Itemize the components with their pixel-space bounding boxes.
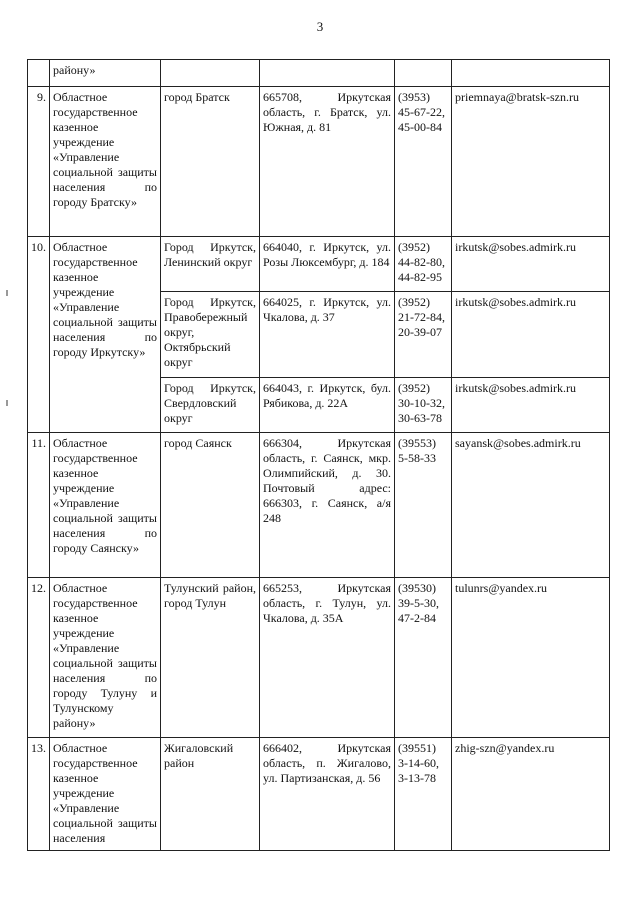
table-row <box>28 433 610 578</box>
binding-mark <box>6 400 8 406</box>
table-row <box>28 738 610 851</box>
territory-cell: Город Иркутск, Свердловский округ <box>161 378 260 433</box>
phone-cell: (39551) 3-14-60, 3-13-78 <box>395 738 452 851</box>
territory-cell: город Братск <box>161 87 260 237</box>
email-cell[interactable]: sayansk@sobes.admirk.ru <box>452 433 610 578</box>
phone-cell: (3952) 21-72-84, 20-39-07 <box>395 292 452 378</box>
binding-mark <box>6 290 8 296</box>
phone-cell: (3952) 30-10-32, 30-63-78 <box>395 378 452 433</box>
territory-cell: Город Иркутск, Ленинский округ <box>161 237 260 292</box>
phone-cell: (3952) 44-82-80, 44-82-95 <box>395 237 452 292</box>
institution-name-cell: Областное государственное казенное учреждение «Управление социальной защиты населения по городу Саянску» <box>50 433 161 578</box>
institution-name-cell: Областное государственное казенное учреждение «Управление социальной защиты населения <box>50 738 161 851</box>
row-number-cell: 13. <box>28 738 50 851</box>
table-row <box>28 87 610 237</box>
address-cell: 664040, г. Иркутск, ул. Розы Люксембург, д. 184 <box>260 237 395 292</box>
email-cell <box>452 60 610 87</box>
email-cell[interactable]: irkutsk@sobes.admirk.ru <box>452 237 610 292</box>
territory-cell: Жигаловский район <box>161 738 260 851</box>
address-cell: 666402, Иркутская область, п. Жигалово, ул. Партизанская, д. 56 <box>260 738 395 851</box>
table-row <box>28 237 610 292</box>
row-number-cell: 10. <box>28 237 50 433</box>
email-cell[interactable]: tulunrs@yandex.ru <box>452 578 610 738</box>
territory-cell: город Саянск <box>161 433 260 578</box>
phone-cell: (39530) 39-5-30, 47-2-84 <box>395 578 452 738</box>
row-number-cell: 12. <box>28 578 50 738</box>
institution-name-cell: Областное государственное казенное учреждение «Управление социальной защиты населения по городу Тулуну и Тулунскому району» <box>50 578 161 738</box>
table-row <box>28 578 610 738</box>
email-cell[interactable]: irkutsk@sobes.admirk.ru <box>452 378 610 433</box>
row-number-cell: 9. <box>28 87 50 237</box>
institution-name-cell: Областное государственное казенное учреждение «Управление социальной защиты населения по городу Иркутску» <box>50 237 161 433</box>
institution-name-cell: Областное государственное казенное учреждение «Управление социальной защиты населения по городу Братску» <box>50 87 161 237</box>
email-cell[interactable]: irkutsk@sobes.admirk.ru <box>452 292 610 378</box>
territory-cell: Тулунский район, город Тулун <box>161 578 260 738</box>
page-number: 3 <box>316 19 324 34</box>
agency-table <box>27 59 610 851</box>
address-cell: 666304, Иркутская область, г. Саянск, мкр. Олимпийский, д. 30. Почтовый адрес: 666303, г. Саянск, а/я 248 <box>260 433 395 578</box>
address-cell: 664043, г. Иркутск, бул. Рябикова, д. 22А <box>260 378 395 433</box>
table-row <box>28 60 610 87</box>
row-number-cell: 11. <box>28 433 50 578</box>
territory-cell <box>161 60 260 87</box>
address-cell: 665708, Иркутская область, г. Братск, ул. Южная, д. 81 <box>260 87 395 237</box>
address-cell: 664025, г. Иркутск, ул. Чкалова, д. 37 <box>260 292 395 378</box>
phone-cell <box>395 60 452 87</box>
agency-table-body <box>28 60 610 851</box>
address-cell: 665253, Иркутская область, г. Тулун, ул. Чкалова, д. 35А <box>260 578 395 738</box>
row-number-cell <box>28 60 50 87</box>
phone-cell: (3953) 45-67-22, 45-00-84 <box>395 87 452 237</box>
email-cell[interactable]: zhig-szn@yandex.ru <box>452 738 610 851</box>
phone-cell: (39553) 5-58-33 <box>395 433 452 578</box>
territory-cell: Город Иркутск, Правобережный округ, Октябрьский округ <box>161 292 260 378</box>
address-cell <box>260 60 395 87</box>
email-cell[interactable]: priemnaya@bratsk-szn.ru <box>452 87 610 237</box>
institution-name-cell: району» <box>50 60 161 87</box>
